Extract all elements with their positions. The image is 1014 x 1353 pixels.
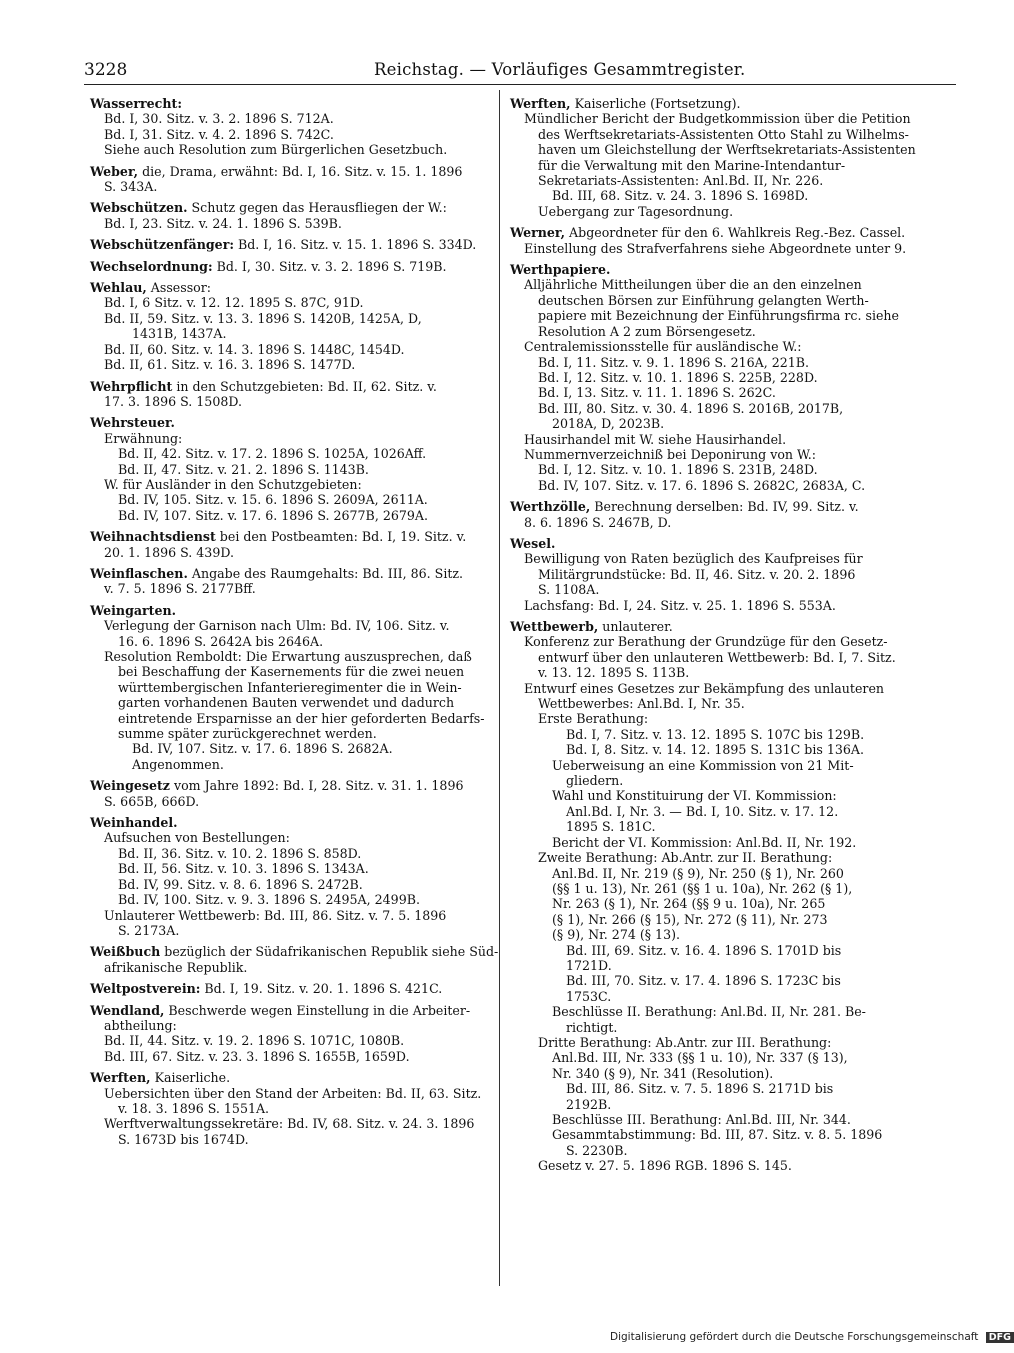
entry-reference-line: deutschen Börsen zur Einführung gelangten Werth- [538, 292, 869, 308]
entry-reference-line: Unlauterer Wettbewerb: Bd. III, 86. Sitz. v. 7. 5. 1896 [104, 907, 447, 923]
entry-first-line [510, 262, 930, 277]
entry-headword: Wesel. [510, 535, 556, 551]
register-entry [90, 164, 495, 195]
entry-reference-line: 16. 6. 1896 S. 2642A bis 2646A. [118, 633, 324, 649]
entry-reference-line: Zweite Berathung: Ab.Antr. zur II. Berathung: [538, 850, 833, 866]
entry-reference-line: Uebergang zur Tagesordnung. [538, 203, 734, 219]
entry-reference-line: afrikanische Republik. [104, 959, 248, 975]
entry-reference-line: Wahl und Konstituirung der VI. Kommission: [552, 788, 837, 804]
entry-reference-line: Bd. I, 13. Sitz. v. 11. 1. 1896 S. 262C. [538, 385, 776, 401]
entry-reference-line: Bewilligung von Raten bezüglich des Kaufpreises für [524, 551, 863, 567]
register-entry [90, 96, 495, 158]
entry-reference-line: Bd. II, 61. Sitz. v. 16. 3. 1896 S. 1477D. [104, 357, 356, 373]
entry-first-line [90, 415, 495, 430]
register-entry [90, 566, 495, 597]
entry-first-line [510, 536, 930, 551]
register-entry [90, 944, 499, 975]
entry-reference-line: Erste Berathung: [538, 711, 649, 727]
entry-reference-line: Verlegung der Garnison nach Ulm: Bd. IV, 106. Sitz. v. [104, 618, 450, 634]
dfg-logo: DFG [986, 1332, 1014, 1343]
entry-reference-line: 1895 S. 181C. [566, 819, 656, 835]
entry-reference-line: Dritte Berathung: Ab.Antr. zur III. Berathung: [538, 1034, 832, 1050]
entry-first-line [90, 778, 495, 793]
entry-reference-line: Nr. 340 (§ 9), Nr. 341 (Resolution). [552, 1065, 774, 1081]
entry-reference-line: Lachsfang: Bd. I, 24. Sitz. v. 25. 1. 1896 S. 553A. [524, 597, 836, 613]
entry-reference-line: Bd. IV, 107. Sitz. v. 17. 6. 1896 S. 2682A. [132, 741, 393, 757]
entry-reference-line: 1753C. [566, 988, 612, 1004]
entry-reference-line: 20. 1. 1896 S. 439D. [104, 544, 234, 560]
entry-description: Bd. I, 19. Sitz. v. 20. 1. 1896 S. 421C. [200, 981, 443, 997]
entry-reference-line: (§§ 1 u. 13), Nr. 261 (§§ 1 u. 10a), Nr. 262 (§ 1), [552, 880, 853, 896]
running-title: Reichstag. — Vorläufiges Gesammtregister. [374, 60, 746, 79]
entry-first-line [90, 1003, 495, 1018]
register-entry [510, 536, 930, 613]
entry-reference-line: Bd. II, 44. Sitz. v. 19. 2. 1896 S. 1071C, 1080B. [104, 1033, 405, 1049]
entry-reference-line: Nummernverzeichniß bei Deponirung von W.: [524, 446, 817, 462]
page-header [84, 58, 956, 85]
entry-reference-line: Bd. III, 68. Sitz. v. 24. 3. 1896 S. 1698D. [552, 188, 809, 204]
entry-reference-line: Bd. I, 12. Sitz. v. 10. 1. 1896 S. 225B, 228D. [538, 369, 818, 385]
entry-first-line [510, 499, 930, 514]
entry-description: Kaiserliche (Fortsetzung). [570, 96, 741, 111]
entry-reference-line: Ueberweisung an eine Kommission von 21 Mit- [552, 757, 854, 773]
entry-reference-line: v. 18. 3. 1896 S. 1551A. [118, 1100, 270, 1116]
entry-description: Berechnung derselben: Bd. IV, 99. Sitz. v. [590, 499, 859, 515]
entry-reference-line: S. 665B, 666D. [104, 793, 200, 809]
entry-reference-line: Gesetz v. 27. 5. 1896 RGB. 1896 S. 145. [538, 1158, 792, 1174]
entry-description: in den Schutzgebieten: Bd. II, 62. Sitz. v. [172, 378, 437, 394]
entry-headword: Wehrpflicht [90, 378, 173, 394]
register-entry [510, 96, 930, 219]
entry-reference-line: Bd. I, 11. Sitz. v. 9. 1. 1896 S. 216A, 221B. [538, 354, 810, 370]
entry-reference-line: Nr. 263 (§ 1), Nr. 264 (§§ 9 u. 10a), Nr. 265 [552, 896, 826, 912]
entry-reference-line: Bd. II, 59. Sitz. v. 13. 3. 1896 S. 1420B, 1425A, D, [104, 310, 422, 326]
entry-reference-line: Bericht der VI. Kommission: Anl.Bd. II, Nr. 192. [552, 834, 857, 850]
entry-headword: Weißbuch [90, 944, 161, 960]
entry-reference-line: Bd. IV, 99. Sitz. v. 8. 6. 1896 S. 2472B. [118, 876, 363, 892]
entry-reference-line: Resolution A 2 zum Börsengesetz. [538, 323, 756, 339]
entry-reference-line: Centralemissionsstelle für ausländische W.: [524, 339, 802, 355]
column-divider [499, 90, 500, 1286]
entry-reference-line: richtigt. [566, 1019, 618, 1035]
register-entry [90, 778, 495, 809]
entry-headword: Webschützen. [90, 200, 188, 216]
entry-description: bei den Postbeamten: Bd. I, 19. Sitz. v. [215, 529, 467, 545]
entry-reference-line: Bd. I, 23. Sitz. v. 24. 1. 1896 S. 539B. [104, 215, 342, 231]
entry-headword: Werften, [510, 96, 571, 111]
entry-reference-line: Alljährliche Mittheilungen über die an den einzelnen [524, 277, 862, 293]
entry-reference-line: Bd. III, 80. Sitz. v. 30. 4. 1896 S. 2016B, 2017B, [538, 400, 844, 416]
entry-reference-line: Gesammtabstimmung: Bd. III, 87. Sitz. v. 8. 5. 1896 [552, 1127, 883, 1143]
entry-first-line [90, 259, 495, 274]
entry-description: Abgeordneter für den 6. Wahlkreis Reg.-Bez. Cassel. [565, 225, 906, 241]
entry-reference-line: Einstellung des Strafverfahrens siehe Abgeordnete unter 9. [524, 240, 907, 256]
register-entry [90, 415, 495, 523]
entry-description: Beschwerde wegen Einstellung in die Arbeiter- [164, 1002, 471, 1018]
entry-description: Bd. I, 30. Sitz. v. 3. 2. 1896 S. 719B. [212, 258, 447, 274]
entry-headword: Wettbewerb, [510, 619, 599, 634]
entry-reference-line: Aufsuchen von Bestellungen: [104, 830, 290, 846]
entry-reference-line: bei Beschaffung der Kasernements für die zwei neuen [118, 664, 465, 680]
entry-reference-line: papiere mit Bezeichnung der Einführungsfirma rc. siehe [538, 308, 899, 324]
entry-description: unlauterer. [598, 619, 673, 634]
register-entry [90, 981, 495, 996]
entry-reference-line: S. 2173A. [118, 922, 180, 938]
register-entry [510, 262, 930, 493]
entry-first-line [90, 1070, 495, 1085]
entry-headword: Weihnachtsdienst [90, 529, 216, 545]
entry-reference-line: 1431B, 1437A. [132, 326, 227, 342]
register-entry [510, 499, 930, 530]
entry-reference-line: Siehe auch Resolution zum Bürgerlichen Gesetzbuch. [104, 142, 448, 158]
entry-first-line [90, 280, 495, 295]
entry-headword: Weingesetz [90, 778, 170, 794]
entry-reference-line: v. 13. 12. 1895 S. 113B. [538, 665, 690, 681]
entry-first-line [90, 164, 495, 179]
entry-first-line [90, 96, 495, 111]
entry-headword: Webschützenfänger: [90, 237, 234, 253]
entry-reference-line: (§ 1), Nr. 266 (§ 15), Nr. 272 (§ 11), Nr. 273 [552, 911, 828, 927]
entry-reference-line: Wettbewerbes: Anl.Bd. I, Nr. 35. [538, 696, 745, 712]
entry-headword: Wehlau, [90, 280, 147, 296]
entry-reference-line: Bd. I, 7. Sitz. v. 13. 12. 1895 S. 107C bis 129B. [566, 726, 865, 742]
entry-reference-line: Hausirhandel mit W. siehe Hausirhandel. [524, 431, 787, 447]
entry-reference-line: Anl.Bd. I, Nr. 3. — Bd. I, 10. Sitz. v. 17. 12. [566, 803, 839, 819]
entry-reference-line: Bd. IV, 107. Sitz. v. 17. 6. 1896 S. 2682C, 2683A, C. [538, 477, 866, 493]
entry-reference-line: Bd. I, 30. Sitz. v. 3. 2. 1896 S. 712A. [104, 111, 334, 127]
register-entry [90, 603, 495, 772]
entry-reference-line: 17. 3. 1896 S. 1508D. [104, 393, 242, 409]
entry-reference-line: 2192B. [566, 1096, 612, 1112]
entry-reference-line: Resolution Remboldt: Die Erwartung auszusprechen, daß [104, 649, 472, 664]
entry-description: Kaiserliche. [150, 1070, 231, 1086]
entry-reference-line: Bd. III, 69. Sitz. v. 16. 4. 1896 S. 1701D bis [566, 942, 842, 958]
entry-first-line [90, 815, 495, 830]
entry-headword: Werthzölle, [510, 499, 591, 515]
entry-reference-line: des Werftsekretariats-Assistenten Otto Stahl zu Wilhelms- [538, 126, 909, 142]
entry-reference-line: eintretende Ersparnisse an der hier geforderten Bedarfs- [118, 710, 485, 726]
entry-first-line [90, 529, 495, 544]
entry-first-line [90, 237, 495, 252]
entry-description: Angabe des Raumgehalts: Bd. III, 86. Sitz. [187, 565, 464, 581]
entry-reference-line: Bd. II, 42. Sitz. v. 17. 2. 1896 S. 1025A, 1026Aff. [118, 446, 427, 462]
entry-reference-line: Militärgrundstücke: Bd. II, 46. Sitz. v. 20. 2. 1896 [538, 566, 856, 582]
entry-reference-line: Sekretariats-Assistenten: Anl.Bd. II, Nr. 226. [538, 173, 824, 189]
entry-reference-line: S. 1673D bis 1674D. [118, 1131, 249, 1147]
entry-headword: Wehrsteuer. [90, 415, 175, 431]
entry-headword: Weinflaschen. [90, 565, 188, 581]
entry-reference-line: Bd. I, 6 Sitz. v. 12. 12. 1895 S. 87C, 91D. [104, 295, 364, 311]
entry-reference-line: Anl.Bd. II, Nr. 219 (§ 9), Nr. 250 (§ 1), Nr. 260 [552, 865, 844, 881]
entry-description: Schutz gegen das Herausfliegen der W.: [187, 200, 447, 216]
entry-reference-line: Bd. II, 36. Sitz. v. 10. 2. 1896 S. 858D. [118, 845, 362, 861]
right-column [510, 96, 930, 1180]
entry-headword: Werthpapiere. [510, 262, 611, 278]
entry-reference-line: Bd. I, 31. Sitz. v. 4. 2. 1896 S. 742C. [104, 126, 334, 142]
entry-reference-line: v. 7. 5. 1896 S. 2177Bff. [104, 581, 256, 597]
entry-first-line [510, 619, 930, 634]
entry-reference-line: S. 1108A. [538, 582, 600, 598]
entry-headword: Wendland, [90, 1002, 165, 1018]
entry-headword: Wechselordnung: [90, 258, 213, 274]
entry-reference-line: Bd. II, 56. Sitz. v. 10. 3. 1896 S. 1343A. [118, 861, 369, 877]
entry-headword: Weber, [90, 163, 139, 179]
entry-reference-line: 1721D. [566, 957, 612, 973]
entry-reference-line: Bd. IV, 100. Sitz. v. 9. 3. 1896 S. 2495A, 2499B. [118, 892, 420, 908]
entry-reference-line: Bd. I, 12. Sitz. v. 10. 1. 1896 S. 231B, 248D. [538, 462, 818, 478]
entry-reference-line: abtheilung: [104, 1017, 177, 1033]
entry-headword: Weltpostverein: [90, 981, 201, 997]
entry-reference-line: Konferenz zur Berathung der Grundzüge für den Gesetz- [524, 634, 888, 650]
entry-reference-line: Entwurf eines Gesetzes zur Bekämpfung des unlauteren [524, 680, 885, 696]
register-entry [90, 237, 495, 252]
entry-description: Bd. I, 16. Sitz. v. 15. 1. 1896 S. 334D. [233, 237, 477, 253]
entry-description: Assessor: [146, 280, 212, 296]
entry-reference-line: Bd. III, 86. Sitz. v. 7. 5. 1896 S. 2171D bis [566, 1081, 834, 1097]
register-entry [90, 259, 495, 274]
entry-reference-line: Angenommen. [132, 756, 224, 772]
entry-first-line [90, 981, 495, 996]
entry-reference-line: (§ 9), Nr. 274 (§ 13). [552, 927, 681, 943]
entry-first-line [510, 225, 930, 240]
entry-reference-line: württembergischen Infanterieregimenter die in Wein- [118, 679, 462, 695]
register-entry [90, 280, 495, 372]
register-entry [510, 619, 930, 1174]
entry-reference-line: S. 343A. [104, 179, 158, 195]
register-entry [90, 815, 495, 938]
entry-first-line [90, 379, 495, 394]
entry-reference-line: Beschlüsse III. Berathung: Anl.Bd. III, Nr. 344. [552, 1112, 851, 1127]
entry-reference-line: haven um Gleichstellung der Werftsekretariats-Assistenten [538, 142, 916, 158]
entry-reference-line: Erwähnung: [104, 430, 183, 446]
entry-reference-line: Bd. III, 70. Sitz. v. 17. 4. 1896 S. 1723C bis [566, 973, 841, 989]
entry-description: vom Jahre 1892: Bd. I, 28. Sitz. v. 31. 1. 1896 [169, 778, 464, 794]
entry-first-line [90, 566, 495, 581]
entry-reference-line: für die Verwaltung mit den Marine-Intendantur- [538, 157, 846, 173]
entry-description: bezüglich der Südafrikanischen Republik siehe Süd- [160, 944, 499, 960]
entry-reference-line: Werftverwaltungssekretäre: Bd. IV, 68. Sitz. v. 24. 3. 1896 [104, 1116, 475, 1132]
entry-headword: Weingarten. [90, 602, 177, 618]
entry-headword: Werften, [90, 1070, 151, 1086]
left-column [90, 96, 499, 1153]
entry-headword: Wasserrecht: [90, 96, 182, 111]
register-entry [510, 225, 930, 256]
entry-headword: Weinhandel. [90, 815, 178, 831]
entry-reference-line: W. für Ausländer in den Schutzgebieten: [104, 476, 362, 492]
entry-reference-line: gliedern. [566, 773, 624, 789]
page-footer [610, 1331, 1014, 1343]
page-number: 3228 [84, 60, 128, 80]
entry-reference-line: Mündlicher Bericht der Budgetkommission über die Petition [524, 111, 911, 127]
entry-reference-line: 2018A, D, 2023B. [552, 416, 665, 432]
entry-reference-line: S. 2230B. [566, 1142, 628, 1158]
register-entry [90, 1003, 495, 1065]
entry-reference-line: Bd. IV, 105. Sitz. v. 15. 6. 1896 S. 2609A, 2611A. [118, 492, 428, 508]
entry-description: die, Drama, erwähnt: Bd. I, 16. Sitz. v. 15. 1. 1896 [138, 163, 463, 179]
register-entry [90, 379, 495, 410]
entry-first-line [510, 96, 930, 111]
register-entry [90, 529, 495, 560]
entry-reference-line: Anl.Bd. III, Nr. 333 (§§ 1 u. 10), Nr. 337 (§ 13), [552, 1050, 848, 1066]
entry-reference-line: garten vorhandenen Bauten verwendet und dadurch [118, 695, 455, 711]
entry-reference-line: Bd. IV, 107. Sitz. v. 17. 6. 1896 S. 2677B, 2679A. [118, 507, 428, 523]
entry-first-line [90, 944, 499, 960]
entry-reference-line: Bd. II, 47. Sitz. v. 21. 2. 1896 S. 1143B. [118, 461, 369, 477]
entry-reference-line: entwurf über den unlauteren Wettbewerb: Bd. I, 7. Sitz. [538, 649, 896, 665]
entry-headword: Werner, [510, 225, 566, 241]
entry-reference-line: Beschlüsse II. Berathung: Anl.Bd. II, Nr. 281. Be- [552, 1004, 866, 1020]
entry-reference-line: Bd. II, 60. Sitz. v. 14. 3. 1896 S. 1448C, 1454D. [104, 341, 405, 357]
register-entry [90, 200, 495, 231]
funding-note: Digitalisierung gefördert durch die Deutsche Forschungsgemeinschaft [610, 1331, 979, 1343]
entry-reference-line: 8. 6. 1896 S. 2467B, D. [524, 514, 672, 530]
entry-reference-line: Bd. I, 8. Sitz. v. 14. 12. 1895 S. 131C bis 136A. [566, 742, 864, 758]
entry-reference-line: summe später zurückgerechnet werden. [118, 726, 377, 742]
entry-first-line [90, 200, 495, 215]
entry-first-line [90, 603, 495, 618]
entry-reference-line: Bd. III, 67. Sitz. v. 23. 3. 1896 S. 1655B, 1659D. [104, 1048, 410, 1064]
entry-reference-line: Uebersichten über den Stand der Arbeiten: Bd. II, 63. Sitz. [104, 1085, 482, 1101]
register-entry [90, 1070, 495, 1147]
